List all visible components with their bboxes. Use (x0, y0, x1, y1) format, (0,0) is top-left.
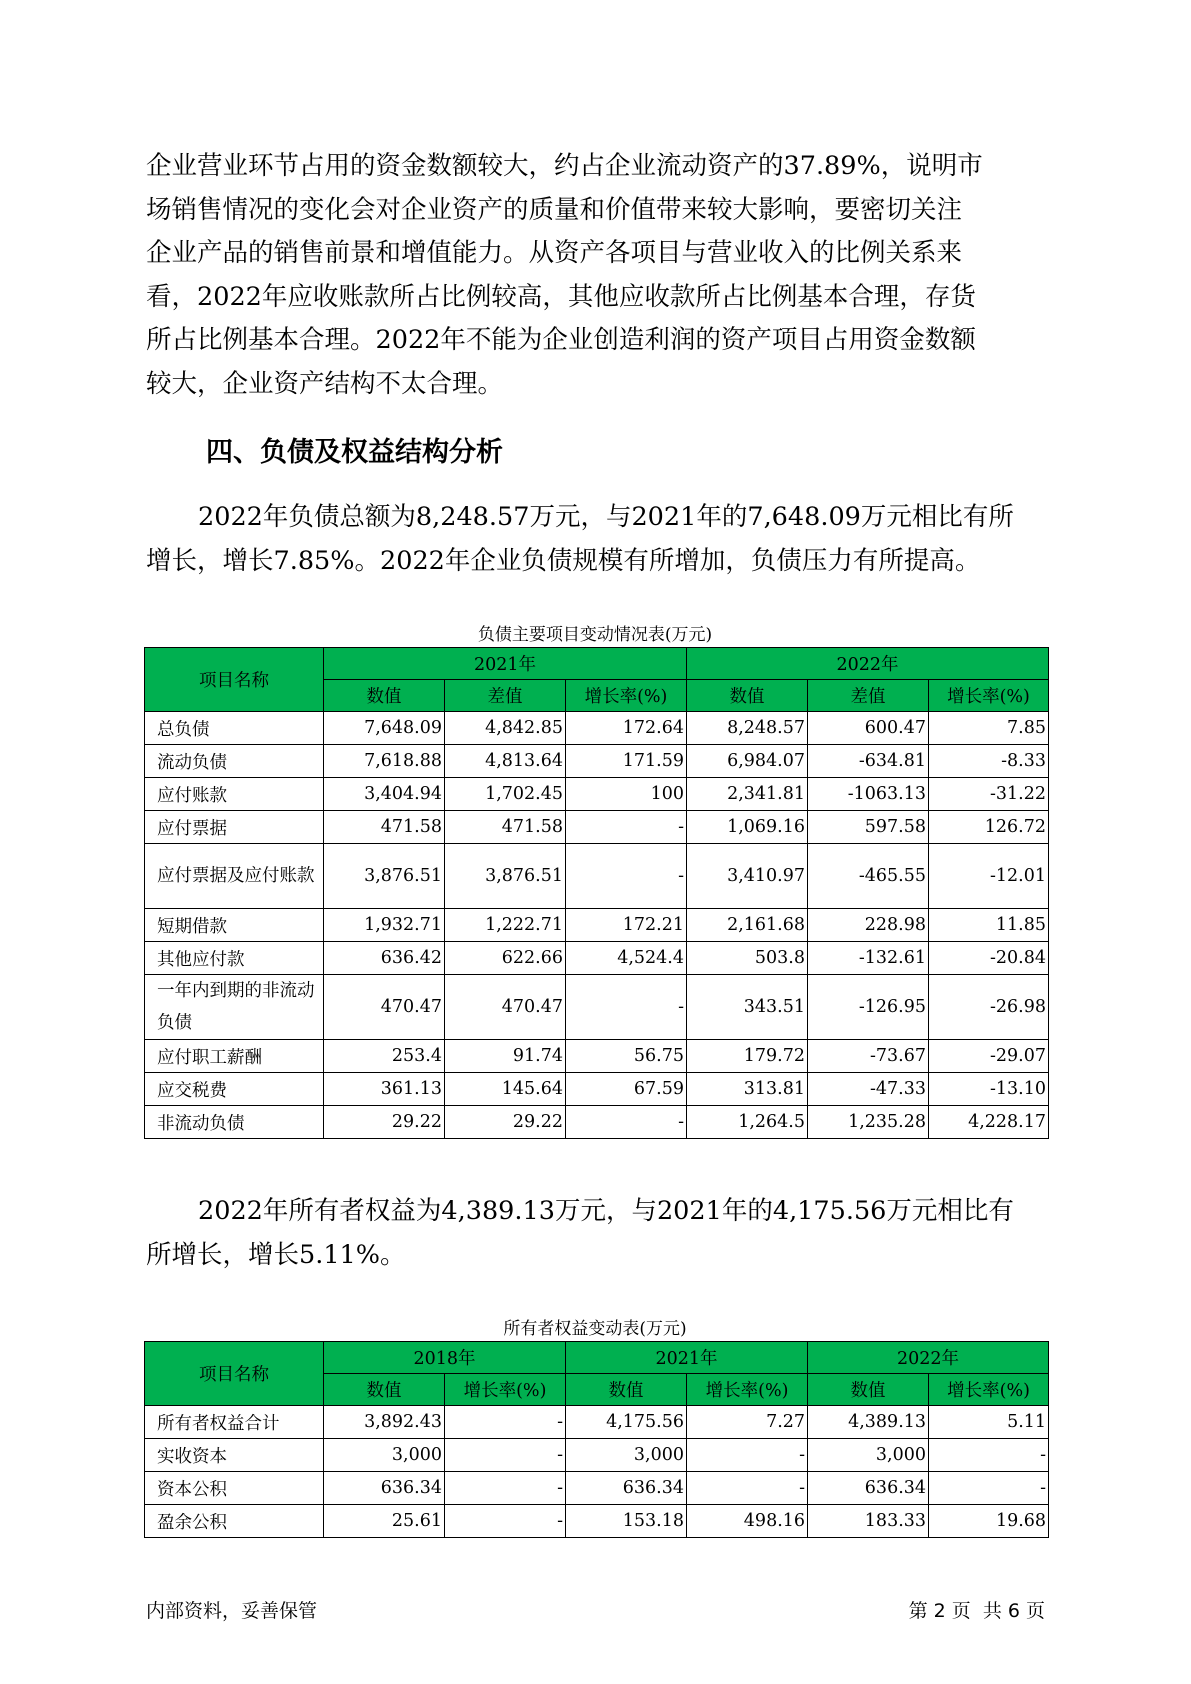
table-row (145, 1106, 1049, 1139)
table-cell: 29.22 (445, 1106, 566, 1139)
row-label: 盈余公积 (145, 1505, 324, 1538)
table-row (145, 1472, 1049, 1505)
row-label: 流动负债 (145, 745, 324, 778)
text-line: 较大，企业资产结构不太合理。 (146, 368, 504, 399)
row-label: 其他应付款 (145, 942, 324, 975)
table-cell: 183.33 (808, 1505, 929, 1538)
table-cell: 19.68 (929, 1505, 1049, 1538)
table-cell: 7.85 (929, 712, 1049, 745)
table-row (145, 1439, 1049, 1472)
table-cell: - (445, 1406, 566, 1439)
table-cell: 8,248.57 (687, 712, 808, 745)
intro-paragraph (146, 145, 1046, 406)
table-cell: 1,235.28 (808, 1106, 929, 1139)
table-cell: 600.47 (808, 712, 929, 745)
table-cell: 1,702.45 (445, 778, 566, 811)
table-cell: 4,813.64 (445, 745, 566, 778)
table-cell: - (566, 844, 687, 909)
year-header: 2018年 (324, 1342, 566, 1374)
table-cell: - (687, 1472, 808, 1505)
row-label: 应付账款 (145, 778, 324, 811)
column-header: 增长率(%) (929, 1374, 1049, 1406)
row-label: 短期借款 (145, 909, 324, 942)
table-cell: 3,876.51 (324, 844, 445, 909)
table-cell: -1063.13 (808, 778, 929, 811)
column-header: 差值 (445, 680, 566, 712)
table-cell: -26.98 (929, 975, 1049, 1040)
text-line: 企业营业环节占用的资金数额较大，约占企业流动资产的37.89%，说明市 (146, 151, 983, 181)
table-cell: 2,341.81 (687, 778, 808, 811)
section-title: 四、负债及权益结构分析 (206, 437, 503, 468)
table-cell: 1,264.5 (687, 1106, 808, 1139)
table-cell: 1,069.16 (687, 811, 808, 844)
table-cell: - (929, 1472, 1049, 1505)
row-label: 应交税费 (145, 1073, 324, 1106)
text-line: 所增长，增长5.11%。 (146, 1239, 406, 1270)
table-cell: 153.18 (566, 1505, 687, 1538)
row-label: 总负债 (145, 712, 324, 745)
column-header: 增长率(%) (929, 680, 1049, 712)
table-cell: 636.42 (324, 942, 445, 975)
debt-paragraph (146, 496, 1046, 583)
table-cell: 498.16 (687, 1505, 808, 1538)
table-cell: - (566, 811, 687, 844)
column-header: 数值 (324, 680, 445, 712)
year-header: 2021年 (566, 1342, 808, 1374)
row-label: 应付票据 (145, 811, 324, 844)
row-label: 应付职工薪酬 (145, 1040, 324, 1073)
row-label: 资本公积 (145, 1472, 324, 1505)
footer-confidential-note: 内部资料，妥善保管 (146, 1600, 318, 1622)
table-row (145, 778, 1049, 811)
table-cell: 171.59 (566, 745, 687, 778)
table-cell: 6,984.07 (687, 745, 808, 778)
table-cell: 3,000 (324, 1439, 445, 1472)
table-cell: -47.33 (808, 1073, 929, 1106)
table-cell: - (445, 1472, 566, 1505)
table-cell: - (566, 975, 687, 1040)
table-cell: 172.64 (566, 712, 687, 745)
table-cell: 4,175.56 (566, 1406, 687, 1439)
footer-page-number: 第 2 页 共 6 页 (908, 1600, 1045, 1622)
year-header: 2021年 (324, 648, 687, 680)
table-row (145, 1406, 1049, 1439)
column-header: 项目名称 (145, 1342, 324, 1406)
table-cell: -8.33 (929, 745, 1049, 778)
text-line: 增长，增长7.85%。2022年企业负债规模有所增加，负债压力有所提高。 (146, 545, 981, 576)
table-cell: 4,524.4 (566, 942, 687, 975)
table-cell: 2,161.68 (687, 909, 808, 942)
table-cell: 3,404.94 (324, 778, 445, 811)
table-cell: 503.8 (687, 942, 808, 975)
table-cell: -634.81 (808, 745, 929, 778)
equity-paragraph (146, 1190, 1046, 1277)
year-header: 2022年 (687, 648, 1049, 680)
text-line: 看，2022年应收账款所占比例较高，其他应收款所占比例基本合理，存货 (146, 281, 976, 312)
table-cell: 1,932.71 (324, 909, 445, 942)
row-label: 所有者权益合计 (145, 1406, 324, 1439)
table-row (145, 844, 1049, 909)
column-header: 数值 (566, 1374, 687, 1406)
table-cell: 3,876.51 (445, 844, 566, 909)
equity-table-caption: 所有者权益变动表(万元) (503, 1319, 687, 1339)
row-label: 非流动负债 (145, 1106, 324, 1139)
table-cell: 361.13 (324, 1073, 445, 1106)
table-cell: 91.74 (445, 1040, 566, 1073)
table-cell: 343.51 (687, 975, 808, 1040)
table-row (145, 942, 1049, 975)
column-header: 增长率(%) (566, 680, 687, 712)
text-line: 2022年负债总额为8,248.57万元，与2021年的7,648.09万元相比有所 (198, 502, 1014, 532)
column-header: 差值 (808, 680, 929, 712)
table-row (145, 811, 1049, 844)
table-cell: 636.34 (808, 1472, 929, 1505)
table-cell: - (687, 1439, 808, 1472)
table-cell: -29.07 (929, 1040, 1049, 1073)
table-cell: -73.67 (808, 1040, 929, 1073)
table-row (145, 1073, 1049, 1106)
debt-table-caption: 负债主要项目变动情况表(万元) (477, 625, 713, 645)
table-cell: - (929, 1439, 1049, 1472)
table-cell: 636.34 (566, 1472, 687, 1505)
table-cell: -20.84 (929, 942, 1049, 975)
table-cell: 126.72 (929, 811, 1049, 844)
table-cell: 597.58 (808, 811, 929, 844)
table-cell: 471.58 (445, 811, 566, 844)
table-cell: 4,228.17 (929, 1106, 1049, 1139)
table-cell: 253.4 (324, 1040, 445, 1073)
table-cell: 25.61 (324, 1505, 445, 1538)
table-cell: 4,842.85 (445, 712, 566, 745)
column-header: 数值 (808, 1374, 929, 1406)
table-cell: -12.01 (929, 844, 1049, 909)
table-cell: 622.66 (445, 942, 566, 975)
table-cell: 3,000 (808, 1439, 929, 1472)
year-header: 2022年 (808, 1342, 1049, 1374)
table-cell: -465.55 (808, 844, 929, 909)
table-cell: - (445, 1505, 566, 1538)
table-cell: 470.47 (445, 975, 566, 1040)
table-cell: 29.22 (324, 1106, 445, 1139)
table-row (145, 975, 1049, 1040)
table-cell: -13.10 (929, 1073, 1049, 1106)
text-line: 企业产品的销售前景和增值能力。从资产各项目与营业收入的比例关系来 (146, 238, 963, 268)
text-line: 场销售情况的变化会对企业资产的质量和价值带来较大影响，要密切关注 (146, 194, 963, 225)
column-header: 数值 (687, 680, 808, 712)
table-cell: - (566, 1106, 687, 1139)
table-row (145, 909, 1049, 942)
table-cell: 56.75 (566, 1040, 687, 1073)
table-cell: 7,618.88 (324, 745, 445, 778)
table-cell: 471.58 (324, 811, 445, 844)
table-cell: -132.61 (808, 942, 929, 975)
table-row (145, 1505, 1049, 1538)
table-row (145, 1040, 1049, 1073)
row-label: 实收资本 (145, 1439, 324, 1472)
table-cell: 1,222.71 (445, 909, 566, 942)
debt-table (144, 647, 1049, 1139)
table-cell: 11.85 (929, 909, 1049, 942)
table-cell: 636.34 (324, 1472, 445, 1505)
table-row (145, 712, 1049, 745)
table-cell: 470.47 (324, 975, 445, 1040)
column-header: 增长率(%) (687, 1374, 808, 1406)
table-cell: 7.27 (687, 1406, 808, 1439)
table-cell: 145.64 (445, 1073, 566, 1106)
row-label: 应付票据及应付账款 (145, 844, 324, 909)
column-header: 项目名称 (145, 648, 324, 712)
table-cell: -31.22 (929, 778, 1049, 811)
column-header: 增长率(%) (445, 1374, 566, 1406)
table-cell: - (445, 1439, 566, 1472)
table-row (145, 745, 1049, 778)
table-cell: 3,000 (566, 1439, 687, 1472)
table-cell: 67.59 (566, 1073, 687, 1106)
table-cell: 179.72 (687, 1040, 808, 1073)
text-line: 所占比例基本合理。2022年不能为企业创造利润的资产项目占用资金数额 (146, 325, 976, 355)
column-header: 数值 (324, 1374, 445, 1406)
text-line: 2022年所有者权益为4,389.13万元，与2021年的4,175.56万元相比有 (198, 1196, 1014, 1226)
table-cell: 4,389.13 (808, 1406, 929, 1439)
table-cell: 313.81 (687, 1073, 808, 1106)
equity-table (144, 1341, 1049, 1538)
table-cell: 7,648.09 (324, 712, 445, 745)
table-cell: -126.95 (808, 975, 929, 1040)
table-cell: 5.11 (929, 1406, 1049, 1439)
table-cell: 100 (566, 778, 687, 811)
row-label: 一年内到期的非流动负债 (145, 975, 324, 1040)
table-cell: 228.98 (808, 909, 929, 942)
table-cell: 3,410.97 (687, 844, 808, 909)
table-cell: 172.21 (566, 909, 687, 942)
table-cell: 3,892.43 (324, 1406, 445, 1439)
